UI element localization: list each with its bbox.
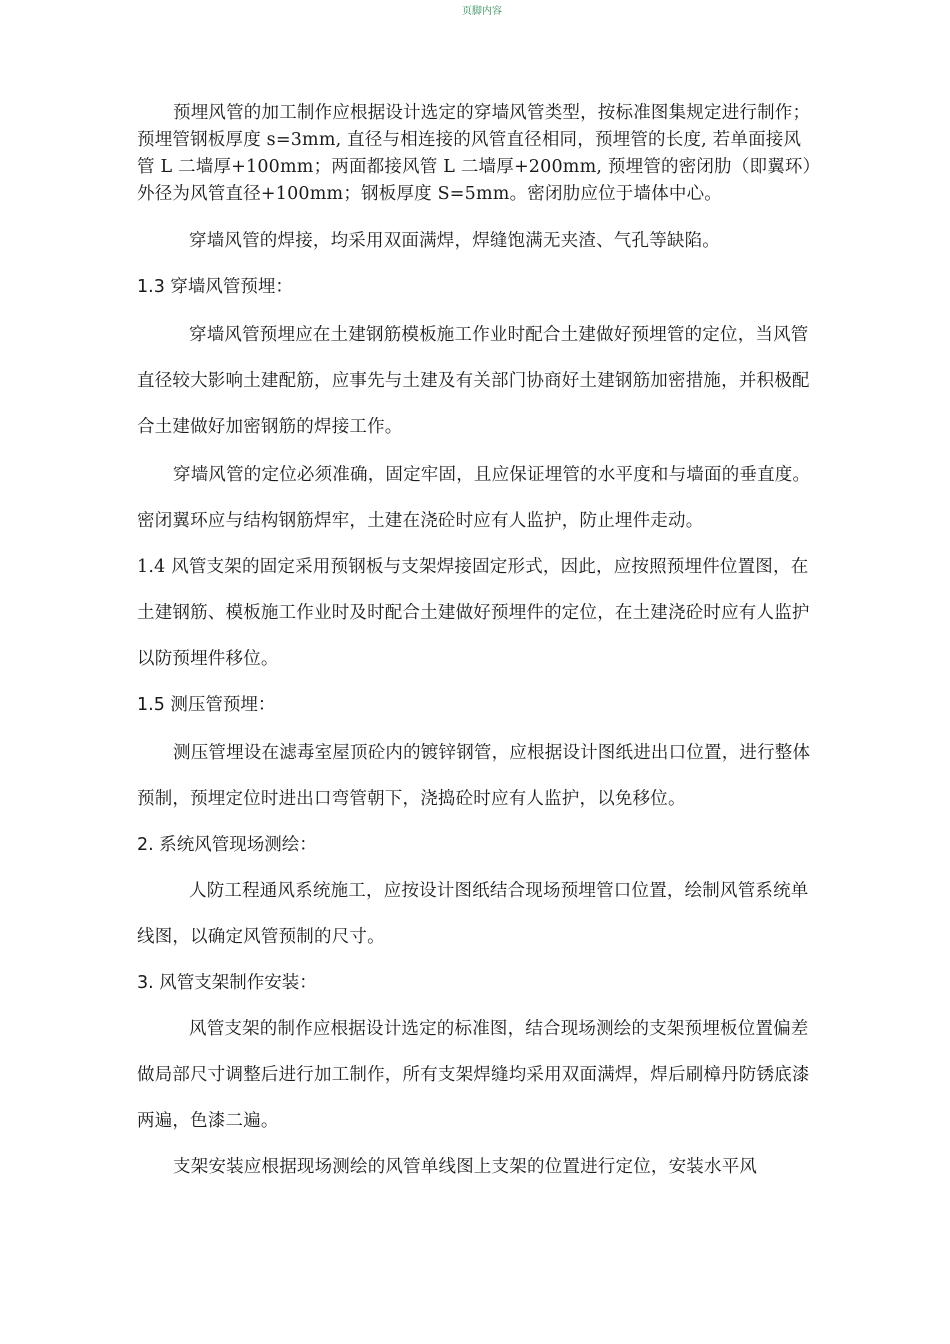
- paragraph-duct-embedding: 穿墙风管预埋应在土建钢筋模板施工作业时配合土建做好预埋管的定位，当风管直径较大影响土建配筋，应事先与土建及有关部门协商好土建钢筋加密措施，并积极配合土建做好加密钢筋的焊接工作。: [137, 325, 810, 437]
- heading-3: 3. 风管支架制作安装：: [137, 973, 317, 993]
- paragraph-support-installation: 支架安装应根据现场测绘的风管单线图上支架的位置进行定位，安装水平风: [173, 1157, 758, 1177]
- document-body: [137, 100, 817, 1190]
- paragraph-duct-welding: 穿墙风管的焊接，均采用双面满焊，焊缝饱满无夹渣、气孔等缺陷。: [189, 231, 720, 251]
- heading-1-3: 1.3 穿墙风管预埋：: [137, 277, 293, 297]
- heading-1-5: 1.5 测压管预埋：: [137, 695, 276, 715]
- page-header: 页脚内容: [462, 6, 502, 17]
- paragraph-embedded-duct-fabrication: 预埋风管的加工制作应根据设计选定的穿墙风管类型，按标准图集规定进行制作；预埋管钢板厚度 s=3mm, 直径与相连接的风管直径相同，预埋管的长度, 若单面接风管 L 二墙厚+100mm；两面都接风管 L 二墙厚+200mm, 预埋管的密闭肋（即翼环）外径为风管直径+100mm；钢板厚度 S=5mm。密闭肋应位于墙体中心。: [137, 103, 812, 204]
- paragraph-1-4-support-fixing: 1.4 风管支架的固定采用预钢板与支架焊接固定形式，因此，应按照预埋件位置图，在土建钢筋、模板施工作业时及时配合土建做好预埋件的定位，在土建浇砼时应有人监护以防预埋件移位。: [137, 557, 810, 669]
- heading-2: 2. 系统风管现场测绘：: [137, 835, 317, 855]
- paragraph-survey: 人防工程通风系统施工，应按设计图纸结合现场预埋管口位置，绘制风管系统单线图，以确定风管预制的尺寸。: [137, 881, 809, 947]
- paragraph-support-fabrication: 风管支架的制作应根据设计选定的标准图，结合现场测绘的支架预埋板位置偏差做局部尺寸调整后进行加工制作，所有支架焊缝均采用双面满焊，焊后刷樟丹防锈底漆两遍，色漆二遍。: [137, 1019, 810, 1131]
- paragraph-duct-positioning: 穿墙风管的定位必须准确，固定牢固，且应保证埋管的水平度和与墙面的垂直度。密闭翼环应与结构钢筋焊牢，土建在浇砼时应有人监护，防止埋件走动。: [137, 465, 811, 531]
- paragraph-pressure-pipe: 测压管埋设在滤毒室屋顶砼内的镀锌钢管，应根据设计图纸进出口位置，进行整体预制，预埋定位时进出口弯管朝下，浇捣砼时应有人监护，以免移位。: [137, 743, 811, 809]
